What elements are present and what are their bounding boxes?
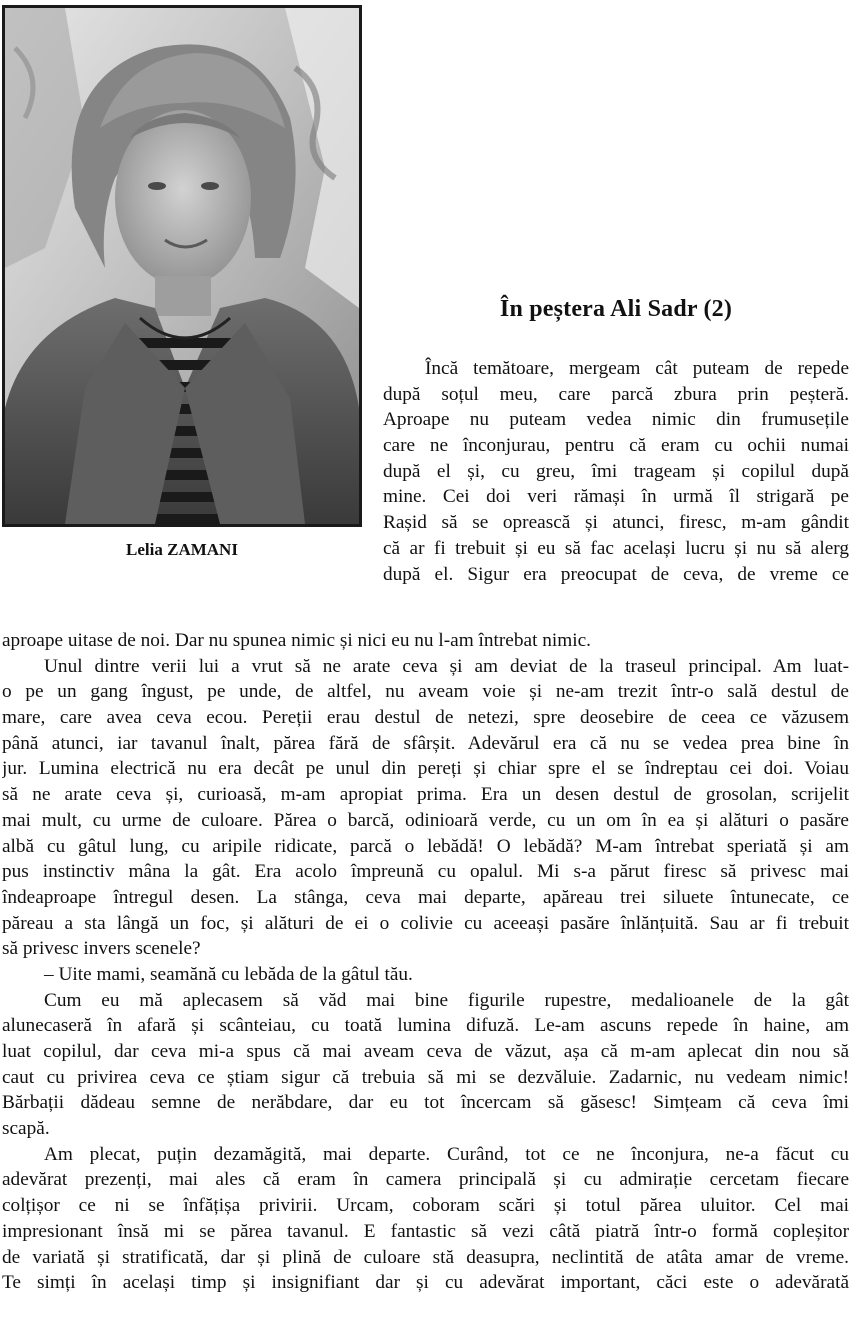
text-line: Unul dintre verii lui a vrut să ne arate ceva și am deviat de la traseul principal. Am luat-: [44, 655, 849, 677]
text-line: colțișor ce ni se înfățișa privirii. Urcam, coboram scări și totul părea uluitor. Cel mai: [2, 1195, 849, 1217]
text-line: de variată și stratificată, dar și plină de culoare stă deasupra, neclintită de atâta amar de vreme.: [2, 1246, 849, 1268]
text-line: după el și, cu greu, îmi trageam și copilul după: [383, 460, 849, 482]
text-line: – Uite mami, seamănă cu lebăda de la gâtul tău.: [44, 963, 413, 985]
article-text-column: [383, 356, 849, 587]
text-line: să privesc invers scenele?: [2, 938, 201, 960]
text-line: după soțul meu, care parcă zbura prin peșteră.: [383, 383, 849, 405]
text-line: mine. Cei doi veri rămași în urmă îl strigară pe: [383, 486, 849, 508]
author-caption: Lelia ZAMANI: [126, 540, 238, 559]
text-line: până atunci, iar tavanul înalt, părea fără de sfârșit. Adevărul era că nu se vedea prea bine în: [2, 732, 849, 754]
text-line: jur. Lumina electrică nu era decât pe unul din pereți și chiar spre el se îndreptau cei doi. Voiau: [2, 758, 849, 780]
text-line: Bărbații dădeau semne de nerăbdare, dar eu tot încercam să găsesc! Simțeam că ceva îmi: [2, 1092, 849, 1114]
text-line: impresionant însă mi se părea tavanul. E fantastic să vezi câtă piatră într-o formă copleșitor: [2, 1220, 849, 1242]
text-line: care ne înconjurau, pentru că eram cu ochii numai: [383, 435, 849, 457]
article-title: În peștera Ali Sadr (2): [499, 296, 733, 322]
text-line: mare, care avea ceva ecou. Pereții erau destul de netezi, spre deosebire de ceea ce văzusem: [2, 707, 849, 729]
text-line: Cum eu mă aplecasem să văd mai bine figurile rupestre, medalioanele de la gât: [44, 989, 849, 1011]
text-line: Încă temătoare, mergeam cât puteam de repede: [425, 358, 849, 379]
text-line: scapă.: [2, 1118, 50, 1140]
text-line: îndeaproape întregul desen. La stânga, ceva mai departe, apăreau trei siluete întunecate, ce: [2, 886, 849, 908]
text-line: alunecaseră în afară și scânteiau, cu toată lumina difuză. Le-am ascuns repede în haine, am: [2, 1015, 849, 1037]
text-line: Rașid să se oprească și atunci, firesc, m-am gândit: [383, 512, 849, 534]
text-line: luat copilul, dar ceva mi-a spus că mai aveam ceva de văzut, așa că m-am aplecat din nou să: [2, 1041, 849, 1062]
author-photo: [2, 5, 362, 527]
text-line: mai mult, cu urme de culoare. Părea o barcă, odinioară verde, cu un om în ea și alături o pasăre: [2, 809, 849, 831]
author-portrait-photo-icon: [5, 8, 359, 524]
text-line: Aproape nu puteam vedea nimic din frumusețile: [383, 409, 849, 431]
text-line: după el. Sigur era preocupat de ceva, de vreme ce: [383, 563, 849, 585]
text-line: adevărat prezenți, mai ales că eram în camera principală și cu admirație cercetam fiecare: [2, 1169, 849, 1191]
text-line: aproape uitase de noi. Dar nu spunea nimic și nici eu nu l-am întrebat nimic.: [2, 630, 591, 651]
article-text-body: [2, 628, 849, 1296]
text-line: albă cu gâtul lung, cu aripile ridicate, parcă o lebădă! O lebădă? M-am întrebat speriată și am: [2, 835, 849, 857]
text-line: că ar fi trebuit și eu să fac același lucru și nu să alerg: [383, 537, 849, 559]
text-line: pus instinctiv mâna la gât. Era acolo împreună cu opalul. Mi s-a părut firesc să privesc mai: [2, 861, 849, 883]
text-line: Am plecat, puțin dezamăgită, mai departe. Curând, tot ce ne înconjura, ne-a făcut cu: [44, 1143, 849, 1165]
text-line: caut cu privirea ceva ce știam sigur că trebuia să mi se dezvăluie. Zadarnic, nu vedeam nimic!: [2, 1066, 849, 1088]
text-line: Te simți în același timp și insignifiant dar și cu adevărat important, căci este o adevărată: [2, 1272, 849, 1294]
text-line: o pe un gang îngust, pe unde, de altfel, nu aveam voie și ne-am trezit într-o sală destul de: [2, 681, 849, 703]
text-line: să ne arate ceva și, curioasă, m-am apropiat prima. Era un desen destul de grosolan, scrijelit: [2, 784, 849, 806]
text-line: păreau a sta lângă un foc, și alături de ei o colivie cu aceeași pasăre înlănțuită. Sau ar fi trebuit: [2, 912, 849, 934]
